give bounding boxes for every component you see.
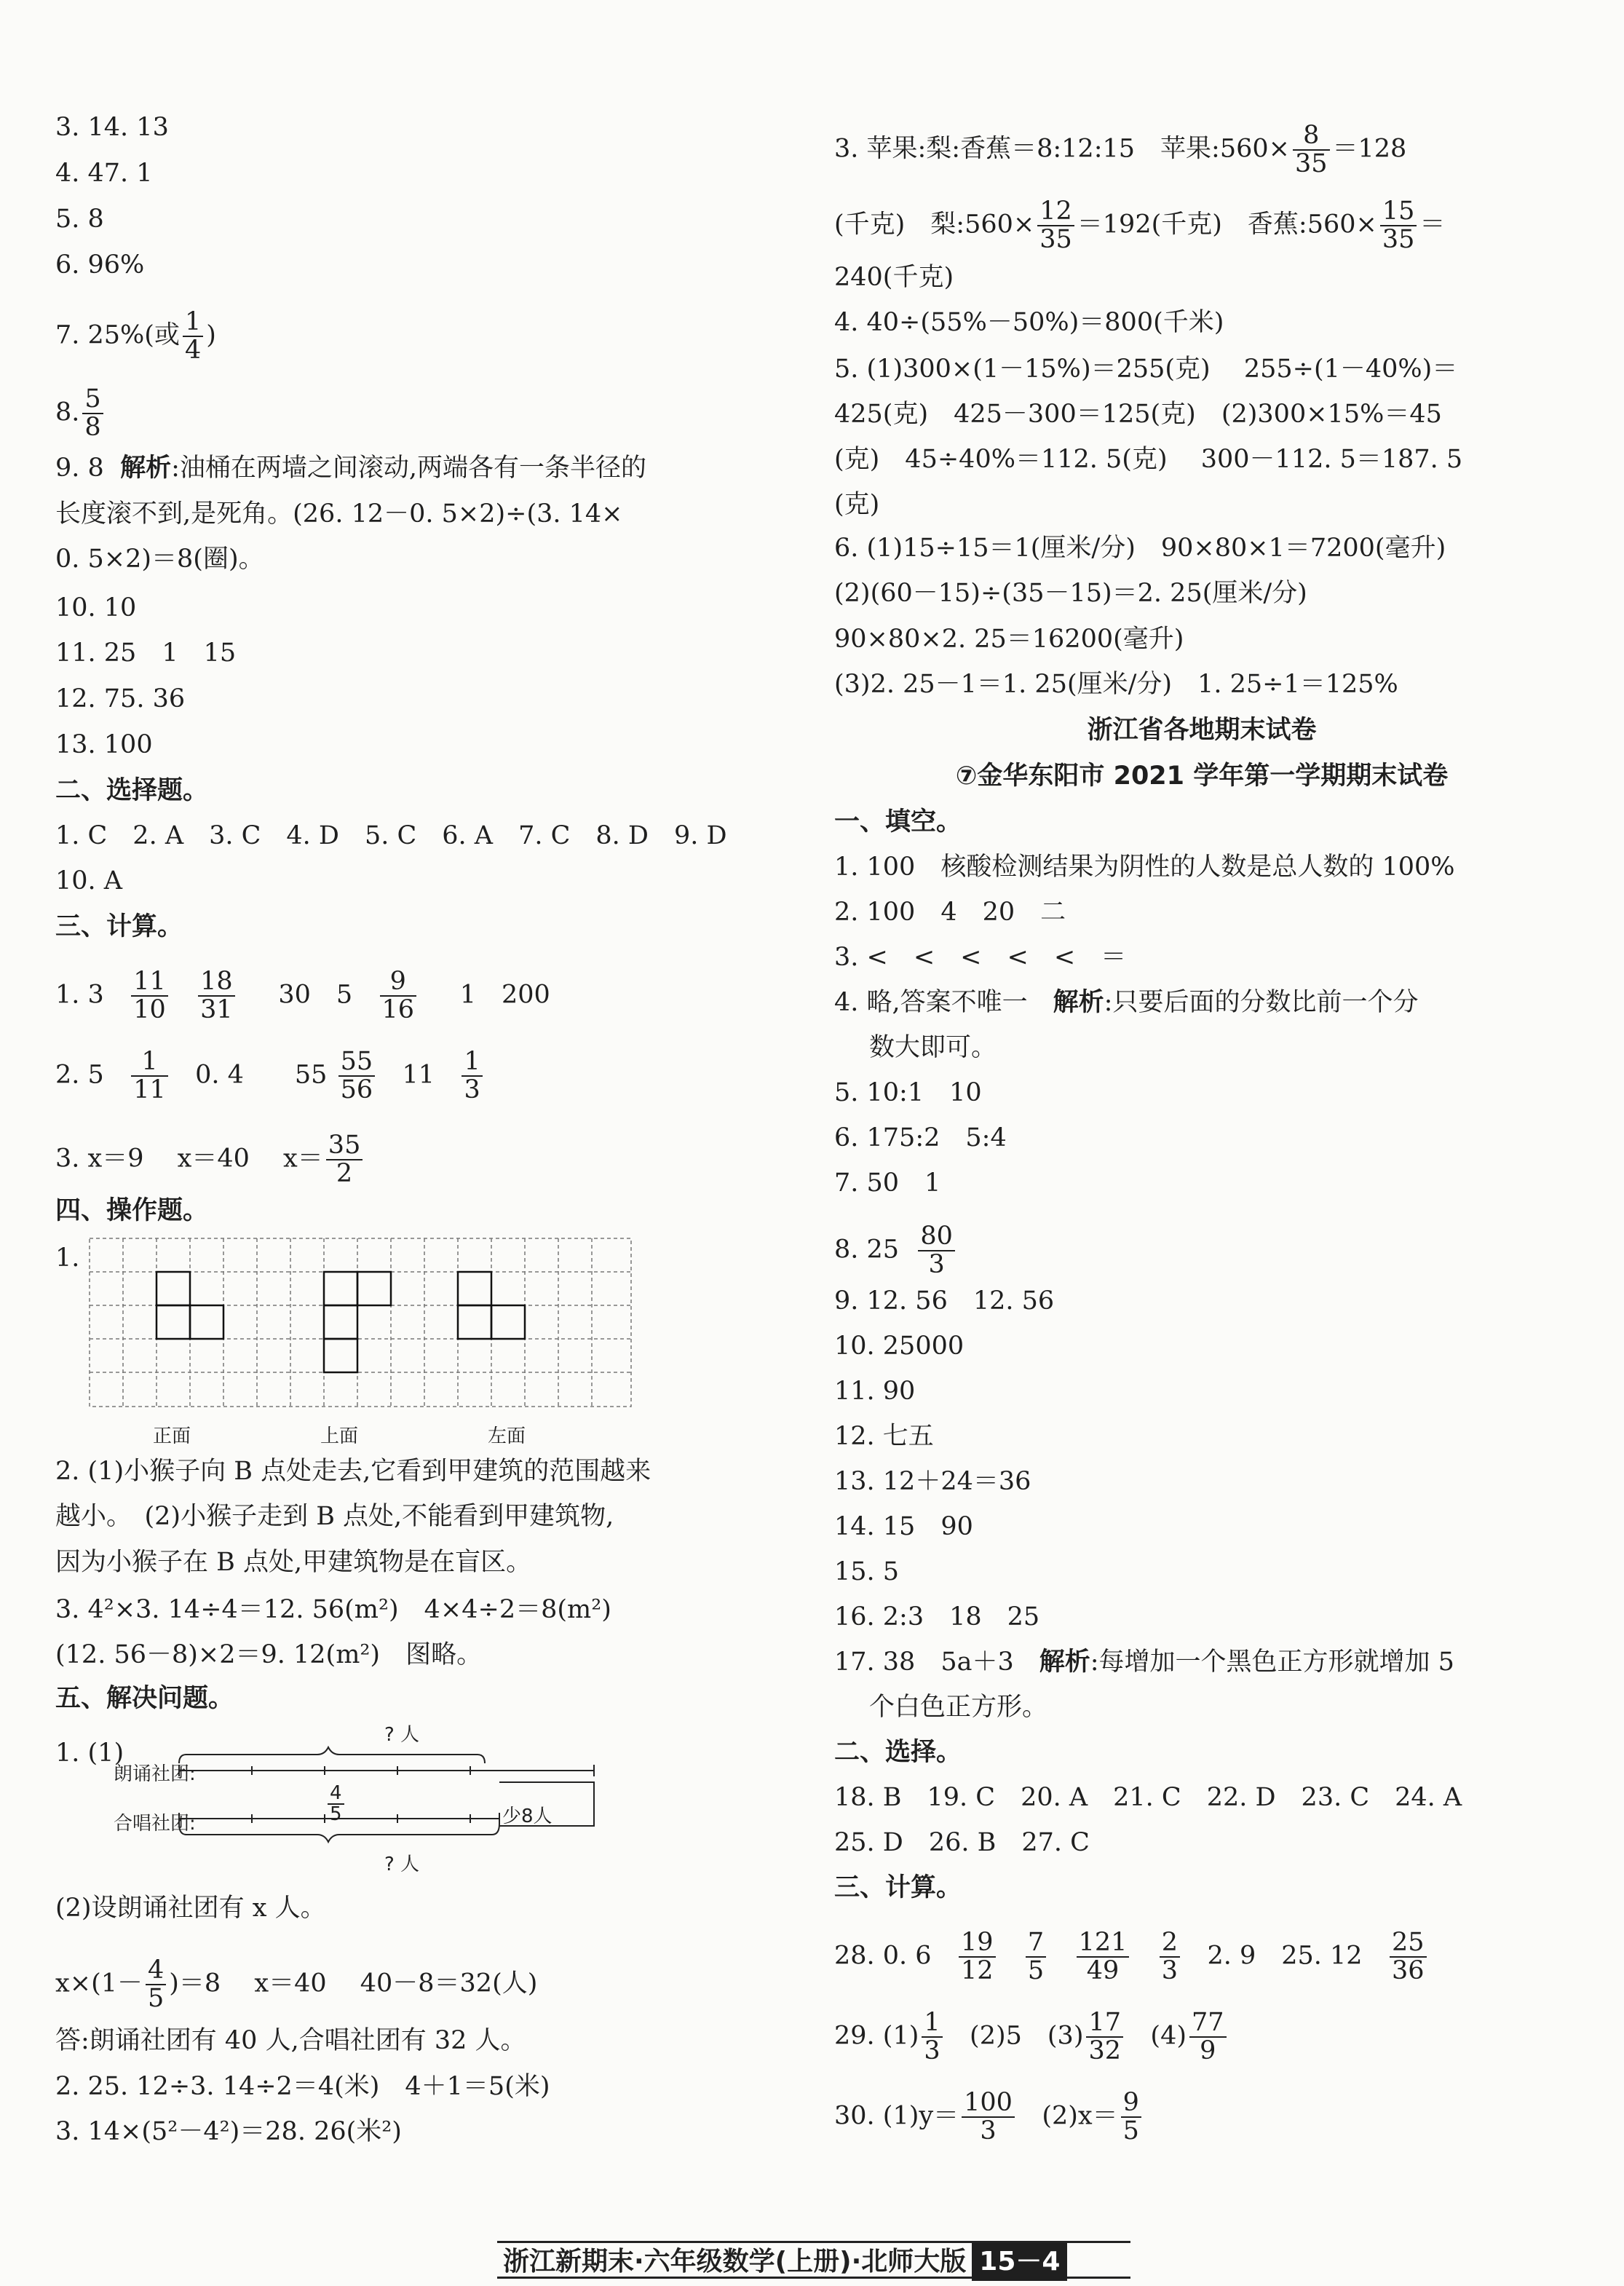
page-footer [497,2241,1130,2279]
diagram-top-label: ? 人 [384,1724,420,1746]
fraction: $\frac{25}{36}$ [1390,1929,1427,1985]
fraction: $\frac{121}{49}$ [1077,1929,1130,1985]
fraction: $\frac{55}{56}$ [338,1048,376,1104]
fraction: $\frac{12}{35}$ [1037,198,1074,253]
fraction: $\frac{17}{32}$ [1086,2009,1123,2065]
section-choice-heading: 二、选择题。 [55,776,209,805]
right-4: 4. 40÷(55%－50%)＝800(千米) [834,308,1224,337]
fraction: $\frac{18}{31}$ [198,968,235,1024]
operation-2-line3: 因为小猴子在 B 点处,甲建筑物是在盲区。 [55,1548,532,1577]
answer-8: 8. $\frac{5}{8}$ [55,386,106,441]
operation-2-line2: 越小。 (2)小猴子走到 B 点处,不能看到甲建筑物, [55,1502,614,1531]
fill-6: 6. 175:2 5:4 [834,1123,1007,1152]
operation-3-line1: 3. 4²×3. 14÷4＝12. 56(m²) 4×4÷2＝8(m²) [55,1595,611,1624]
answer-9-line2: 长度滚不到,是死角。(26. 12－0. 5×2)÷(3. 14× [55,499,623,529]
diagram-row2-label: 合唱社团: [114,1813,196,1835]
choice-right-2: 25. D 26. B 27. C [834,1828,1090,1857]
solve-2: 2. 25. 12÷3. 14÷2＝4(米) 4＋1＝5(米) [55,2072,550,2101]
solve-1-answer: 答:朗诵社团有 40 人,合唱社团有 32 人。 [55,2026,526,2055]
answer-3: 3. 14. 13 [55,113,169,142]
solve-1-part2: (2)设朗诵社团有 x 人。 [55,1894,326,1923]
right-5-line3: (克) 45÷40%＝112. 5(克) 300－112. 5＝187. 5 [834,445,1463,474]
right-6-line1: 6. (1)15÷15＝1(厘米/分) 90×80×1＝7200(毫升) [834,534,1446,563]
right-6-line3: 90×80×2. 25＝16200(毫升) [834,625,1184,654]
fill-15: 15. 5 [834,1557,900,1586]
calc-30: 30. (1)y＝ $\frac{100}{3}$ (2)x＝ $\frac{9}{5}$ [834,2089,1144,2145]
answer-7: 7. 25%(或 $\frac{1}{4}$ ) [55,307,216,365]
section-calc-heading-right: 三、计算。 [834,1873,962,1902]
section-calc-heading: 三、计算。 [55,912,183,941]
answer-6: 6. 96% [55,250,145,280]
fraction: $\frac{100}{3}$ [962,2089,1015,2145]
answer-11: 11. 25 1 15 [55,638,237,668]
answer-4: 4. 47. 1 [55,159,153,188]
fill-17-line1: 17. 38 5a＋3 解析:每增加一个黑色正方形就增加 5 [834,1648,1454,1677]
right-3-line1: 3. 苹果:梨:香蕉＝8:12:15 苹果:560× $\frac{8}{35}$ ＝128 [834,121,1407,178]
diagram-bottom-label: ? 人 [384,1854,420,1875]
right-6-line4: (3)2. 25－1＝1. 25(厘米/分) 1. 25÷1＝125% [834,670,1398,699]
view-top-label: 上面 [320,1425,359,1447]
choice-answers-1: 1. C 2. A 3. C 4. D 5. C 6. A 7. C 8. D 9. D [55,821,727,850]
fill-12: 12. 七五 [834,1422,934,1451]
view-front-label: 正面 [153,1425,191,1447]
fraction: $\frac{1}{11}$ [131,1048,168,1104]
diagram-fraction: $\frac{4}{5}$ [328,1784,344,1825]
fill-16: 16. 2:3 18 25 [834,1602,1040,1632]
fraction: $\frac{7}{5}$ [1026,1929,1046,1985]
fill-1: 1. 100 核酸检测结果为阴性的人数是总人数的 100% [834,853,1455,882]
choice-right-1: 18. B 19. C 20. A 21. C 22. D 23. C 24. A [834,1783,1462,1812]
calc-2: 2. 5 $\frac{1}{11}$ 0. 4 55 $\frac{55}{56}$ 11 $\frac{1}{3}$ [55,1048,486,1104]
section-title-province: 浙江省各地期末试卷 [1087,716,1317,745]
solve-3: 3. 14×(5²－4²)＝28. 26(米²) [55,2117,402,2146]
fraction: $\frac{1}{4}$ [183,309,203,364]
fraction: $\frac{2}{3}$ [1160,1929,1180,1985]
fraction: $\frac{9}{16}$ [380,968,417,1024]
answer-9-line1: 9. 8 解析:油桶在两墙之间滚动,两端各有一条半径的 [55,454,646,483]
solve-1-equation: x×(1－ $\frac{4}{5}$ )＝8 x＝40 40－8＝32(人) [55,1955,538,2013]
fill-13: 13. 12＋24＝36 [834,1467,1031,1496]
choice-answers-2: 10. A [55,866,123,895]
right-5-line4: (克) [834,490,880,519]
fraction: $\frac{77}{9}$ [1189,2009,1227,2065]
fill-11: 11. 90 [834,1377,916,1406]
fraction: $\frac{4}{5}$ [146,1957,166,2012]
calc-1: 1. 3 $\frac{11}{10}$ $\frac{18}{31}$ 30 5 $\frac{9}{16}$ 1 200 [55,967,550,1024]
fraction: $\frac{35}{2}$ [326,1132,363,1187]
operation-1-label: 1. [55,1243,80,1273]
fill-10: 10. 25000 [834,1332,965,1361]
exam-title: ⑦金华东阳市 2021 学年第一学期期末试卷 [955,762,1449,791]
page-number: 15－4 [972,2243,1067,2281]
fraction: $\frac{15}{35}$ [1380,198,1417,253]
fraction: $\frac{5}{8}$ [82,386,103,441]
right-5-line1: 5. (1)300×(1－15%)＝255(克) 255÷(1－40%)＝ [834,355,1458,384]
fill-17-line2: 个白色正方形。 [869,1693,1048,1722]
bottom-brace [179,1824,499,1842]
fraction: $\frac{1}{3}$ [462,1048,482,1104]
analysis-label: 解析 [1053,988,1104,1017]
diagram-row1-label: 朗诵社团: [114,1763,196,1785]
answer-5: 5. 8 [55,205,104,234]
analysis-label: 解析 [120,454,172,483]
section-choice-heading-right: 二、选择。 [834,1738,962,1767]
calc-29: 29. (1) $\frac{1}{3}$ (2)5 (3) $\frac{17}{32}$ (4) $\frac{77}{9}$ [834,2009,1229,2065]
answer-12: 12. 75. 36 [55,684,186,713]
solve-1-label: 1. (1) [55,1739,124,1768]
three-view-grid-figure [89,1238,657,1420]
calc-3: 3. x＝9 x＝40 x＝ $\frac{35}{2}$ [55,1132,365,1187]
fraction: $\frac{11}{10}$ [131,968,168,1024]
operation-2-line1: 2. (1)小猴子向 B 点处走去,它看到甲建筑的范围越来 [55,1457,651,1486]
answer-13: 13. 100 [55,730,153,759]
view-left-label: 左面 [488,1425,526,1447]
analysis-label: 解析 [1039,1648,1090,1677]
fill-4-line2: 数大即可。 [869,1033,997,1062]
answer-7-text: 7. 25%(或 [55,320,180,350]
fraction: $\frac{9}{5}$ [1121,2089,1141,2145]
fill-7: 7. 50 1 [834,1168,941,1198]
right-5-line2: 425(克) 425－300＝125(克) (2)300×15%＝45 [834,400,1442,429]
fill-4-line1: 4. 略,答案不唯一 解析:只要后面的分数比前一个分 [834,988,1419,1017]
calc-28: 28. 0. 6 $\frac{19}{12}$ $\frac{7}{5}$ $\frac{121}{49}$ $\frac{2}{3}$ 2. 9 25. 12 $\frac{25}{36}$ [834,1929,1430,1985]
section-solve-heading: 五、解决问题。 [55,1684,234,1713]
dashed-grid [90,1238,631,1407]
fraction: $\frac{19}{12}$ [959,1929,996,1985]
section-fill-heading: 一、填空。 [834,807,962,837]
footer-title: 浙江新期末·六年级数学(上册)·北师大版 [503,2247,967,2277]
fill-5: 5. 10:1 10 [834,1078,982,1107]
fill-14: 14. 15 90 [834,1512,973,1541]
operation-3-line2: (12. 56－8)×2＝9. 12(m²) 图略。 [55,1640,483,1669]
fraction: $\frac{80}{3}$ [918,1223,955,1278]
right-3-line3: 240(千克) [834,263,954,292]
section-operation-heading: 四、操作题。 [55,1196,209,1225]
fill-2: 2. 100 4 20 二 [834,898,1066,927]
view-shapes [157,1272,525,1372]
right-3-line2: (千克) 梨:560× $\frac{12}{35}$ ＝192(千克) 香蕉:560× $\frac{15}{35}$ ＝ [834,197,1446,254]
fraction: $\frac{8}{35}$ [1293,122,1330,178]
fraction: $\frac{1}{3}$ [922,2009,942,2065]
fill-3: 3. < < < < < ＝ [834,943,1127,972]
answer-10: 10. 10 [55,593,137,622]
right-6-line2: (2)(60－15)÷(35－15)＝2. 25(厘米/分) [834,579,1307,608]
fill-8: 8. 25 $\frac{80}{3}$ [834,1223,958,1278]
top-brace [179,1747,485,1763]
fill-9: 9. 12. 56 12. 56 [834,1286,1055,1316]
answer-9-line3: 0. 5×2)＝8(圈)。 [55,545,264,574]
diagram-less-label: 少8人 [502,1806,552,1827]
